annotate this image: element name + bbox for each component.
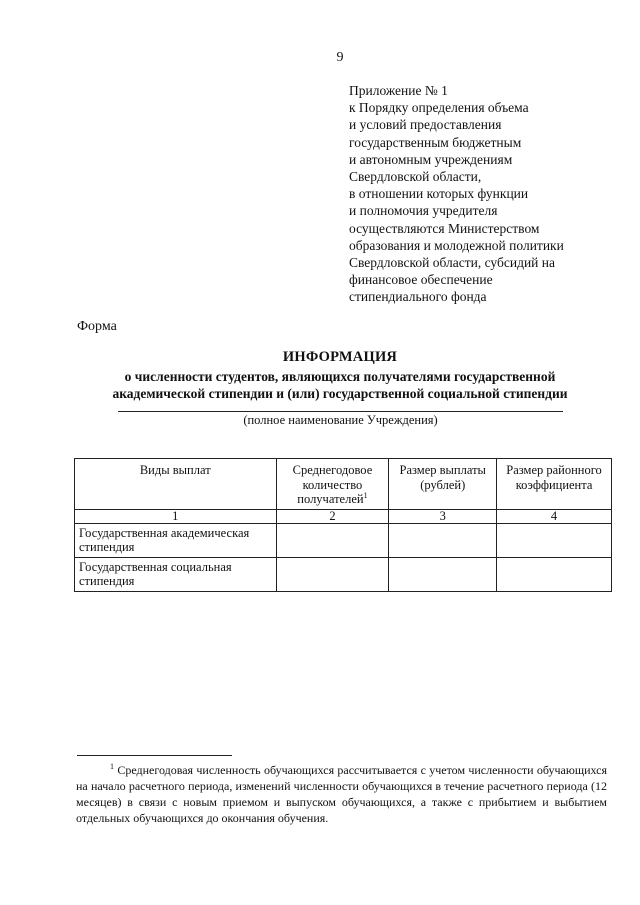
- appendix-line: Свердловской области,: [349, 169, 482, 185]
- cell-average-recipients[interactable]: [276, 557, 389, 591]
- appendix-line: осуществляются Министерством: [349, 220, 540, 236]
- column-number: 2: [276, 509, 389, 523]
- row-label: Государственная социальная стипендия: [75, 557, 277, 591]
- table-header-row: [75, 459, 612, 510]
- cell-regional-coefficient[interactable]: [497, 523, 612, 557]
- cell-average-recipients[interactable]: [276, 523, 389, 557]
- header-average-recipients: [276, 459, 389, 510]
- document-title: ИНФОРМАЦИЯ: [282, 349, 398, 365]
- appendix-block: [349, 82, 619, 306]
- document-subtitle: [60, 368, 620, 402]
- appendix-line: и полномочия учредителя: [349, 203, 498, 219]
- footnote-separator: [77, 755, 232, 756]
- header-payment-types: Виды выплат: [75, 459, 277, 510]
- appendix-line: в отношении которых функции: [349, 186, 529, 202]
- appendix-line: финансовое обеспечение: [349, 272, 493, 288]
- cell-regional-coefficient[interactable]: [497, 557, 612, 591]
- appendix-line: и автономным учреждениям: [349, 151, 513, 167]
- appendix-line: и условий предоставления: [349, 117, 502, 133]
- page-number: 9: [336, 50, 344, 65]
- appendix-line: стипендиального фонда: [349, 289, 487, 305]
- appendix-line: государственным бюджетным: [349, 134, 522, 150]
- header-average-recipients-text: Среднегодовое количество получателей: [292, 463, 373, 506]
- footnote-text: Среднегодовая численность обучающихся рассчитывается с учетом численности обучающихся на начало расчетного периода, изменений численности обучающихся в течение расчетного периода (12 месяцев) в связи с новым приемом и выпуском обучающихся, а также с прибытием и выбытием отдельных обучающихся до окончания обучения.: [76, 763, 608, 825]
- row-label: Государственная академическая стипендия: [75, 523, 277, 557]
- subtitle-line: академической стипендии и (или) государственной социальной стипендии: [112, 386, 568, 401]
- footnote-reference: 1: [363, 490, 368, 500]
- form-label: Форма: [77, 319, 117, 334]
- column-number: 4: [497, 509, 612, 523]
- payments-table: [74, 458, 612, 592]
- footnote-mark: 1: [110, 762, 114, 771]
- institution-name-caption: (полное наименование Учреждения): [243, 413, 438, 427]
- cell-payment-amount[interactable]: [389, 523, 497, 557]
- column-number: 3: [389, 509, 497, 523]
- column-numbers-row: [75, 509, 612, 523]
- table-row: [75, 523, 612, 557]
- table-row: [75, 557, 612, 591]
- appendix-line: Приложение № 1: [349, 83, 448, 98]
- footnote: [76, 762, 607, 826]
- column-number: 1: [75, 509, 277, 523]
- appendix-line: Свердловской области, субсидий на: [349, 255, 555, 271]
- cell-payment-amount[interactable]: [389, 557, 497, 591]
- header-payment-amount: Размер выплаты (рублей): [389, 459, 497, 510]
- appendix-line: к Порядку определения объема: [349, 100, 529, 116]
- institution-name-line[interactable]: [118, 411, 563, 412]
- appendix-line: образования и молодежной политики: [349, 237, 564, 253]
- header-regional-coefficient: Размер районного коэффициента: [497, 459, 612, 510]
- subtitle-line: о численности студентов, являющихся получателями государственной: [124, 369, 556, 384]
